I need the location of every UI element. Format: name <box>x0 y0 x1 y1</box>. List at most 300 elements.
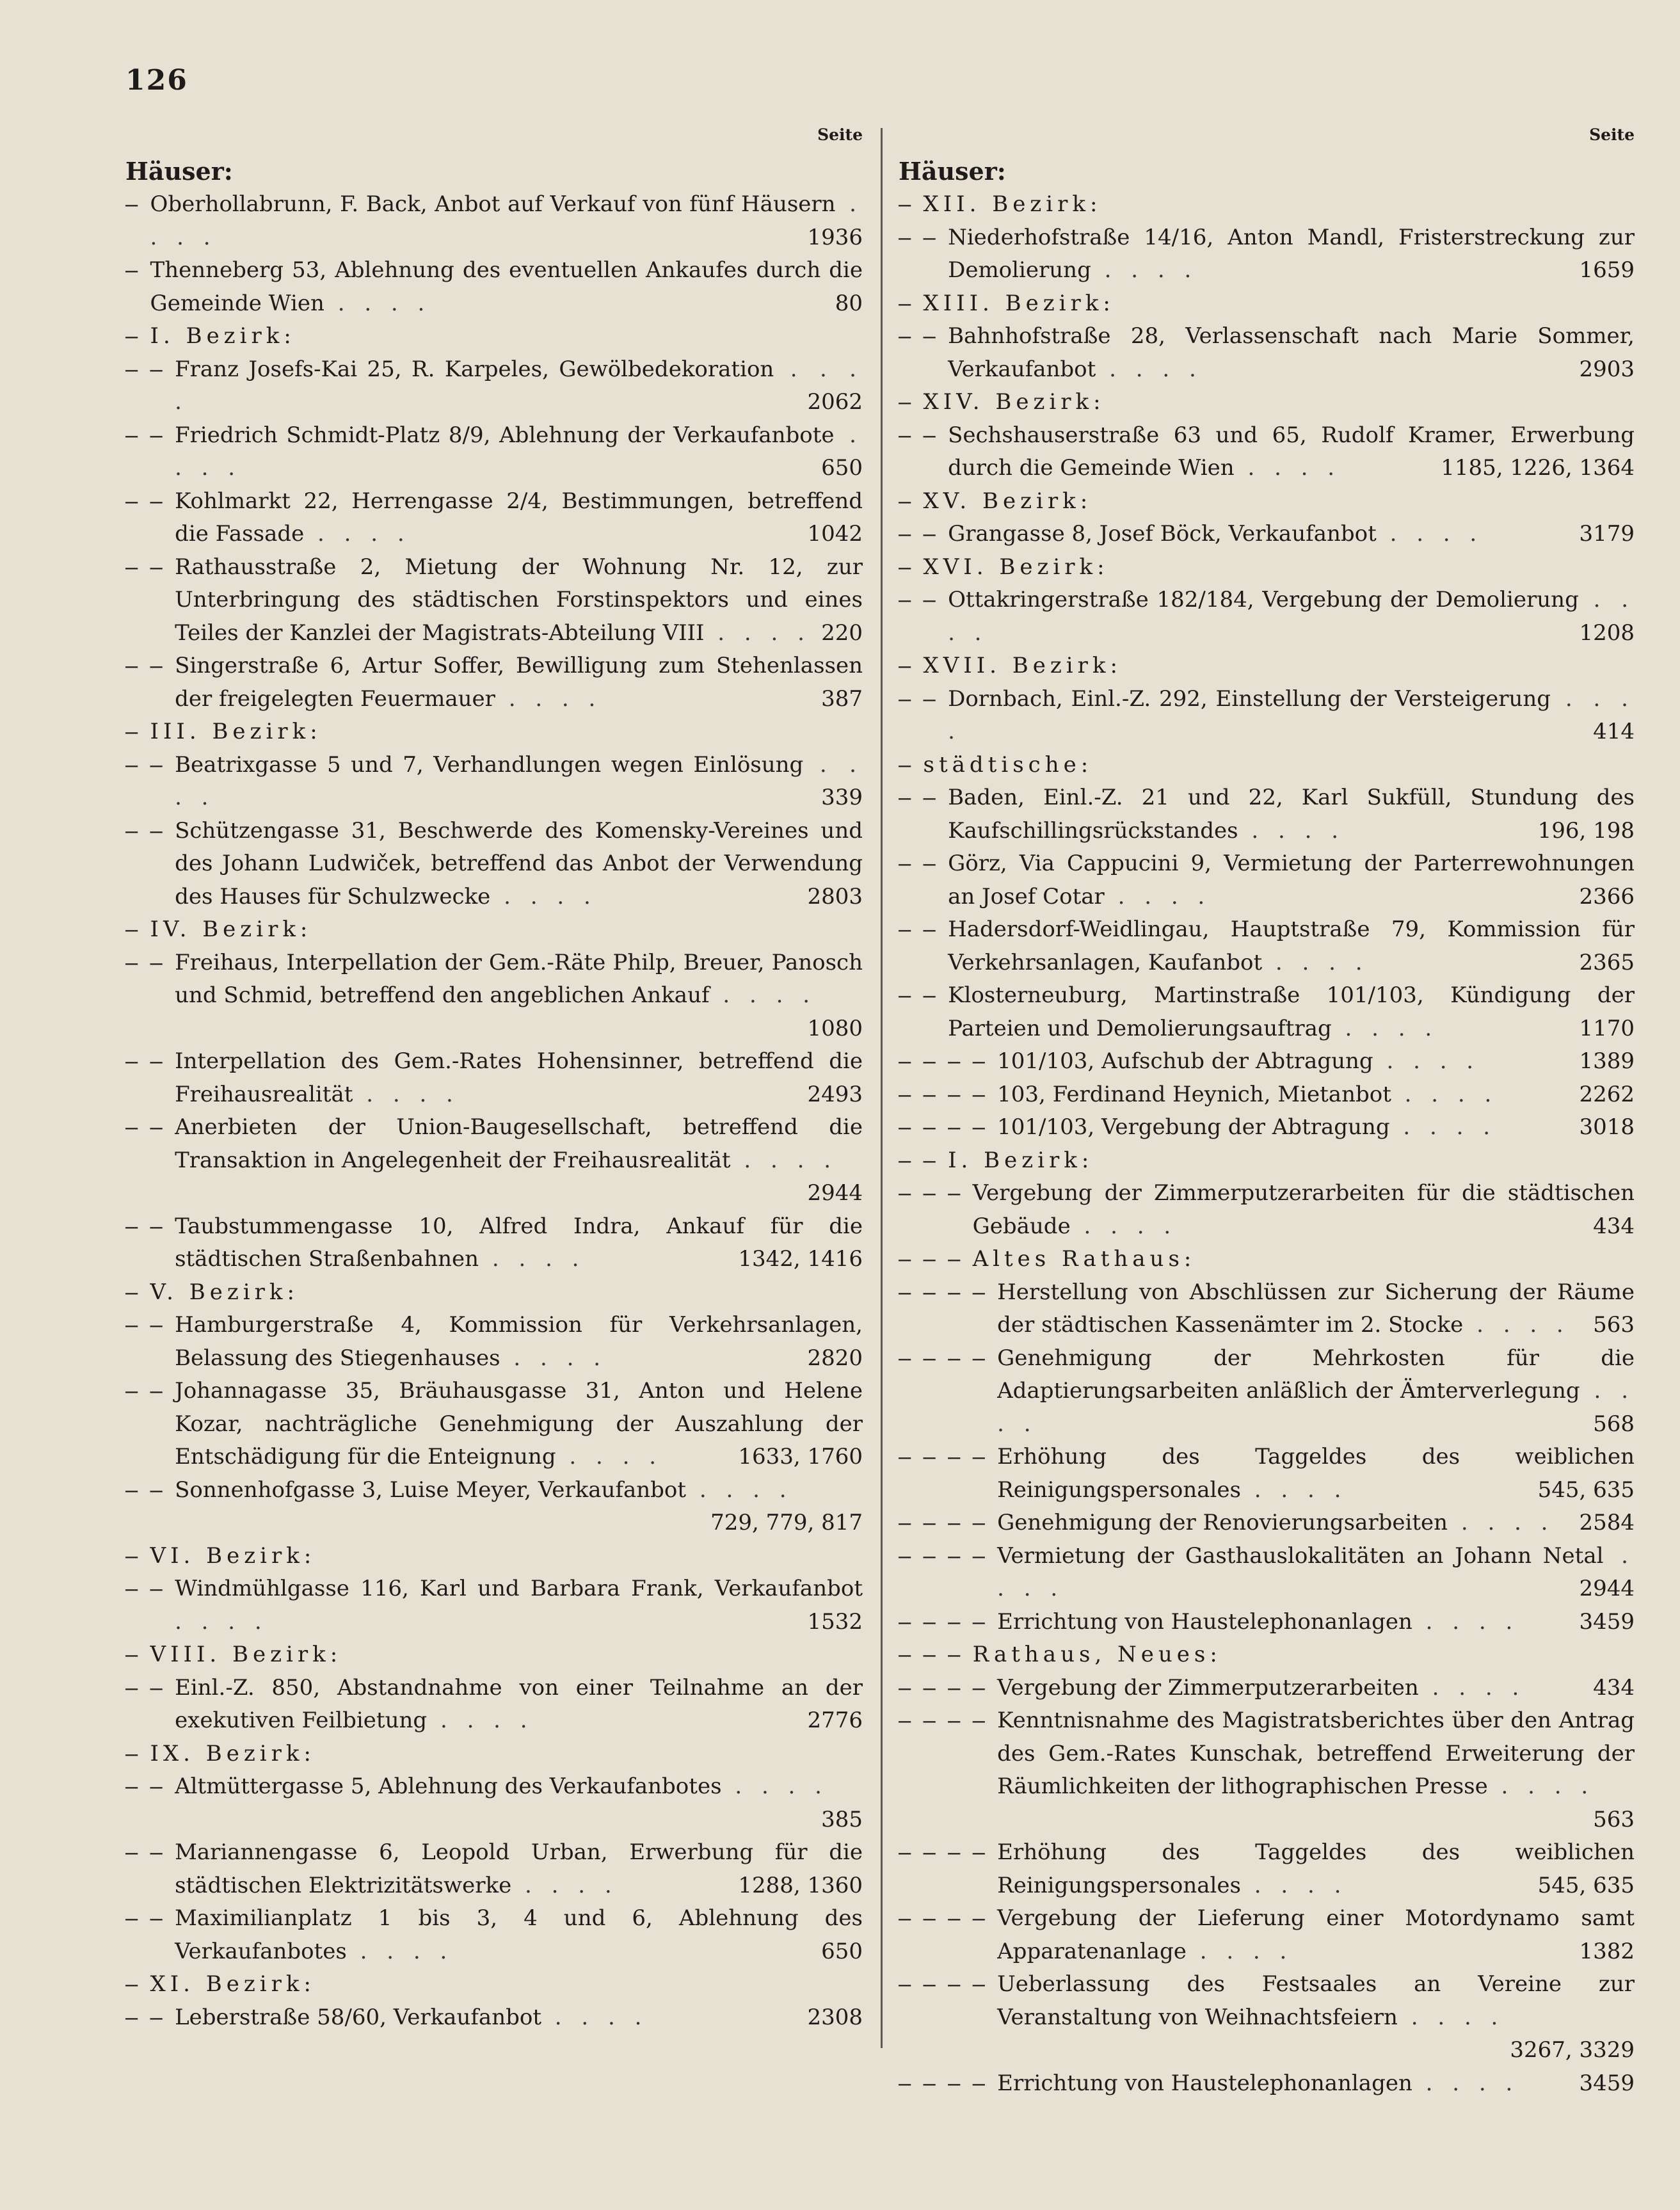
entry-text: XVII. Bezirk: <box>923 653 1122 678</box>
entry-body <box>997 1276 1635 1342</box>
entry-text: Taubstummengasse 10, Alfred Indra, Ankauf für die städtischen Straßenbahnen <box>175 1213 863 1272</box>
leader-dots: . . . . <box>495 685 602 712</box>
index-subheading <box>899 749 1635 782</box>
index-entry <box>125 1045 863 1111</box>
entry-dash: — — <box>125 2005 175 2030</box>
entry-body <box>948 683 1635 749</box>
index-subheading <box>125 1638 863 1672</box>
page-reference: 3459 <box>1579 1608 1635 1635</box>
entry-dash: — <box>899 752 924 777</box>
entry-dash: — <box>125 192 150 216</box>
entry-body <box>175 1573 863 1638</box>
entry-dash: — — <box>125 1840 175 1864</box>
entry-body <box>948 781 1635 847</box>
entry-body <box>997 1606 1635 1639</box>
entry-dash: — — <box>125 1213 175 1238</box>
leader-dots: . . . . <box>500 1345 607 1371</box>
leader-dots: . . . . <box>948 685 1635 744</box>
entry-text: Hadersdorf-Weidlingau, Hauptstraße 79, Kommission für Verkehrsanlagen, Kaufanbot <box>948 917 1635 975</box>
entry-body <box>997 1704 1635 1836</box>
entry-dash: — — <box>125 1477 175 1502</box>
page-reference: 220 <box>821 620 863 646</box>
entry-dash: — <box>125 1543 150 1568</box>
leader-dots: . . . . <box>1234 455 1341 481</box>
index-subheading <box>899 650 1635 683</box>
page-reference: 434 <box>1593 1213 1635 1239</box>
entry-text: I. Bezirk: <box>948 1147 1094 1173</box>
column-divider <box>881 128 883 2048</box>
entry-body <box>997 1078 1635 1112</box>
entry-body <box>948 518 1635 551</box>
entry-body <box>997 1045 1635 1078</box>
entry-dash: — — — — <box>899 1445 998 1469</box>
entry-text: Errichtung von Haustelephonanlagen <box>997 2070 1412 2096</box>
leader-dots: . . . . <box>1389 1114 1497 1140</box>
entry-text: Sechshauserstraße 63 und 65, Rudolf Kramer, Erwerbung durch die Gemeinde Wien <box>948 422 1635 481</box>
page-reference: 339 <box>821 785 863 810</box>
entry-dash: — — — — <box>899 1609 998 1634</box>
entry-body <box>924 551 1635 584</box>
leader-dots: . . . . <box>175 1608 268 1635</box>
index-entry <box>899 1836 1635 1902</box>
entry-text: Herstellung von Abschlüssen zur Sicherung der Räume der städtischen Kassenämter im 2. Stocke <box>997 1279 1635 1338</box>
page-reference: 1208 <box>1579 620 1635 646</box>
index-entry <box>899 584 1635 650</box>
leader-dots: . . . . <box>1487 1774 1595 1799</box>
page-reference: 563 <box>1593 1312 1635 1338</box>
left-entry-list <box>125 188 863 2034</box>
entry-dash: — <box>125 1279 150 1304</box>
index-subheading <box>125 1968 863 2001</box>
entry-dash: — <box>125 719 150 744</box>
page-reference: 2584 <box>1579 1510 1635 1535</box>
leader-dots: . . . . <box>997 1542 1635 1601</box>
entry-dash: — <box>899 192 924 216</box>
leader-dots: . . . . <box>1240 1477 1348 1503</box>
page-reference: 1659 <box>1579 257 1635 283</box>
entry-text: Grangasse 8, Josef Böck, Verkaufanbot <box>948 521 1377 547</box>
entry-body <box>175 749 863 815</box>
entry-dash: — — — — <box>899 1510 998 1535</box>
entry-dash: — — — — <box>899 1049 998 1073</box>
entry-body <box>948 913 1635 979</box>
entry-body <box>175 1902 863 1968</box>
index-entry <box>125 1210 863 1276</box>
entry-body <box>997 1111 1635 1144</box>
entry-text: Niederhofstraße 14/16, Anton Mandl, Fristerstreckung zur Demolierung <box>948 224 1635 283</box>
index-entry <box>899 1441 1635 1507</box>
entry-dash: — <box>125 324 150 348</box>
entry-dash: — <box>899 653 924 678</box>
left-column <box>125 122 863 2034</box>
index-entry <box>125 254 863 320</box>
entry-text: Kohlmarkt 22, Herrengasse 2/4, Bestimmungen, betreffend die Fassade <box>175 488 863 547</box>
entry-text: 103, Ferdinand Heynich, Mietanbot <box>997 1081 1391 1107</box>
entry-text: Rathaus, Neues: <box>972 1642 1222 1667</box>
entry-dash: — <box>899 554 924 579</box>
entry-body <box>997 1672 1635 1705</box>
entry-dash: — — <box>899 588 948 612</box>
index-entry <box>899 419 1635 485</box>
seite-label-right: Seite <box>1589 125 1635 144</box>
entry-dash: — — — <box>899 1642 973 1667</box>
page-reference: 545, 635 <box>1537 1872 1635 1898</box>
leader-dots: . . . . <box>175 356 863 415</box>
entry-dash: — — — — <box>899 1840 998 1864</box>
entry-body <box>150 1276 863 1309</box>
leader-dots: . . . . <box>1376 521 1484 547</box>
entry-body <box>175 2001 863 2035</box>
entry-body <box>175 1836 863 1902</box>
entry-text: Beatrixgasse 5 und 7, Verhandlungen wegen Einlösung <box>175 751 804 778</box>
entry-dash: — — <box>125 950 175 975</box>
right-column <box>899 122 1635 2100</box>
entry-dash: — — <box>125 1049 175 1073</box>
page-reference: 1382 <box>1579 1938 1635 1964</box>
entry-text: Anerbieten der Union-Baugesellschaft, betreffend die Transaktion in Angelegenheit der Freihausrealität <box>175 1114 863 1173</box>
index-entry <box>125 485 863 551</box>
entry-dash: — — <box>125 356 175 381</box>
entry-dash: — — <box>125 752 175 777</box>
entry-body <box>948 221 1635 287</box>
index-entry <box>899 1078 1635 1112</box>
entry-dash: — — — — <box>899 1906 998 1930</box>
index-entry <box>899 1540 1635 1606</box>
entry-body <box>948 1144 1635 1178</box>
entry-dash: — <box>125 258 150 282</box>
entry-text: XV. Bezirk: <box>923 488 1092 514</box>
page-reference: 545, 635 <box>1537 1477 1635 1503</box>
entry-text: Johannagasse 35, Bräuhausgasse 31, Anton und Helene Kozar, nachträgliche Genehmigung der Auszahlung der Entschädigung für die Enteignung <box>175 1378 863 1469</box>
entry-body <box>997 1902 1635 1968</box>
entry-dash: — — — — <box>899 1082 998 1107</box>
entry-body <box>175 485 863 551</box>
entry-text: Genehmigung der Renovierungsarbeiten <box>997 1510 1448 1535</box>
page-reference: 385 <box>821 1806 863 1832</box>
page-reference: 650 <box>821 1938 863 1964</box>
index-entry <box>125 1573 863 1638</box>
index-entry <box>899 979 1635 1045</box>
entry-body <box>175 1210 863 1276</box>
leader-dots: . . . . <box>721 1774 828 1799</box>
entry-dash: — — <box>125 488 175 513</box>
entry-body <box>175 353 863 419</box>
page-reference: 80 <box>835 290 863 316</box>
leader-dots: . . . . <box>686 1477 793 1503</box>
entry-body <box>175 1309 863 1375</box>
section-heading-left: Häuser: <box>125 157 233 186</box>
entry-text: Errichtung von Haustelephonanlagen <box>997 1608 1412 1635</box>
leader-dots: . . . . <box>1412 1608 1519 1635</box>
entry-body <box>150 913 863 947</box>
entry-text: Kenntnisnahme des Magistratsberichtes über den Antrag des Gem.-Rates Kunschak, betreffend Erweiterung der Räumlichkeiten der lithographischen Presse <box>997 1708 1635 1799</box>
entry-dash: — <box>899 291 924 316</box>
entry-dash: — — <box>899 225 948 250</box>
entry-dash: — — <box>125 653 175 678</box>
entry-text: Bahnhofstraße 28, Verlassenschaft nach Marie Sommer, Verkaufanbot <box>948 323 1635 382</box>
entry-text: Görz, Via Cappucini 9, Vermietung der Parterrewohnungen an Josef Cotar <box>948 851 1635 909</box>
page-reference: 3179 <box>1579 521 1635 547</box>
page-reference: 434 <box>1593 1674 1635 1701</box>
entry-text: Ueberlassung des Festsaales an Vereine zur Veranstaltung von Weihnachtsfeiern <box>997 1971 1635 2030</box>
index-subheading <box>899 386 1635 419</box>
entry-dash: — — <box>899 522 948 546</box>
entry-text: Oberhollabrunn, F. Back, Anbot auf Verkauf von fünf Häusern <box>150 191 836 217</box>
entry-text: Vergebung der Zimmerputzerarbeiten für die städtischen Gebäude <box>972 1180 1635 1239</box>
entry-body <box>948 419 1635 485</box>
index-entry <box>125 1111 863 1210</box>
entry-dash: — <box>899 488 924 513</box>
entry-dash: — — <box>125 1906 175 1930</box>
leader-dots: . . . . <box>175 751 863 810</box>
entry-body <box>997 2067 1635 2101</box>
entry-text: Klosterneuburg, Martinstraße 101/103, Kündigung der Parteien und Demolierungsauftrag <box>948 982 1635 1041</box>
entry-dash: — <box>125 1972 150 1996</box>
entry-body <box>175 419 863 485</box>
leader-dots: . . . . <box>1448 1510 1555 1535</box>
leader-dots: . . . . <box>1373 1048 1480 1074</box>
entry-dash: — — — — <box>899 1115 998 1139</box>
entry-body <box>150 1968 863 2001</box>
entry-dash: — — <box>899 686 948 711</box>
index-entry <box>899 1507 1635 1540</box>
entry-text: Dornbach, Einl.-Z. 292, Einstellung der Versteigerung <box>948 685 1551 712</box>
entry-text: Altes Rathaus: <box>972 1246 1196 1272</box>
page-reference: 3267, 3329 <box>1510 2037 1635 2063</box>
index-subheading <box>125 1276 863 1309</box>
page-reference: 414 <box>1593 719 1635 744</box>
entry-body <box>175 1111 863 1210</box>
entry-body <box>948 320 1635 386</box>
entry-dash: — — <box>125 1774 175 1798</box>
index-entry <box>125 1836 863 1902</box>
entry-dash: — — — — <box>899 1675 998 1700</box>
entry-text: XI. Bezirk: <box>150 1971 316 1997</box>
page-reference: 196, 198 <box>1537 817 1635 844</box>
entry-text: Vergebung der Lieferung einer Motordynamo samt Apparatenanlage <box>997 1905 1635 1964</box>
page-number: 126 <box>125 64 188 97</box>
page-reference: 1532 <box>807 1608 863 1635</box>
page-reference: 2944 <box>807 1180 863 1206</box>
entry-body <box>150 1540 863 1573</box>
index-entry <box>125 551 863 650</box>
entry-text: Mariannengasse 6, Leopold Urban, Erwerbung für die städtischen Elektrizitätswerke <box>175 1839 863 1898</box>
page-reference: 568 <box>1593 1411 1635 1437</box>
entry-text: Einl.-Z. 850, Abstandnahme von einer Teilnahme an der exekutiven Feilbietung <box>175 1674 863 1733</box>
entry-dash: — — <box>899 983 948 1007</box>
page-reference: 1170 <box>1579 1015 1635 1041</box>
entry-dash: — — — — <box>899 1543 998 1568</box>
page-reference: 1042 <box>807 521 863 547</box>
leader-dots: . . . . <box>1262 949 1369 975</box>
index-entry <box>899 221 1635 287</box>
page-reference: 1080 <box>807 1015 863 1041</box>
leader-dots: . . . . <box>1186 1938 1293 1964</box>
leader-dots: . . . . <box>304 521 411 547</box>
entry-body <box>997 1968 1635 2067</box>
page-reference: 2776 <box>807 1708 863 1733</box>
leader-dots: . . . . <box>730 1147 838 1173</box>
entry-text: Altmüttergasse 5, Ablehnung des Verkaufanbotes <box>175 1774 722 1799</box>
entry-body <box>948 847 1635 913</box>
entry-text: Hamburgerstraße 4, Kommission für Verkehrsanlagen, Belassung des Stiegenhauses <box>175 1312 863 1371</box>
entry-body <box>175 551 863 650</box>
leader-dots: . . . . <box>353 1081 460 1107</box>
entry-text: VI. Bezirk: <box>150 1542 316 1569</box>
page-reference: 2308 <box>807 2004 863 2030</box>
page-reference: 729, 779, 817 <box>710 1510 863 1535</box>
index-entry <box>125 1375 863 1474</box>
entry-text: Freihaus, Interpellation der Gem.-Räte Philp, Breuer, Panosch und Schmid, betreffend den angeblichen Ankauf <box>175 949 863 1008</box>
leader-dots: . . . . <box>1397 2004 1505 2030</box>
entry-body <box>150 188 863 254</box>
entry-dash: — — — — <box>899 2070 998 2095</box>
index-subheading <box>125 320 863 353</box>
entry-dash: — — <box>125 818 175 843</box>
index-entry <box>125 1672 863 1738</box>
entry-body <box>997 1342 1635 1441</box>
entry-dash: — — <box>125 1313 175 1337</box>
entry-text: Erhöhung des Taggeldes des weiblichen Reinigungspersonales <box>997 1444 1635 1503</box>
right-entry-list <box>899 188 1635 2100</box>
entry-body <box>924 650 1635 683</box>
index-entry <box>125 749 863 815</box>
index-entry <box>899 1902 1635 1968</box>
index-entry <box>899 847 1635 913</box>
entry-body <box>150 716 863 749</box>
entry-body <box>175 650 863 716</box>
index-entry <box>125 2001 863 2035</box>
entry-dash: — — <box>125 1675 175 1700</box>
page-reference: 650 <box>821 455 863 481</box>
index-entry <box>125 650 863 716</box>
entry-body <box>150 1638 863 1672</box>
entry-text: Windmühlgasse 116, Karl und Barbara Frank, Verkaufanbot <box>175 1576 863 1601</box>
entry-text: IV. Bezirk: <box>150 917 312 942</box>
index-entry <box>125 419 863 485</box>
leader-dots: . . . . <box>175 422 863 481</box>
index-entry <box>899 1045 1635 1078</box>
index-subheading <box>125 716 863 749</box>
index-subheading <box>899 485 1635 518</box>
page-reference: 1936 <box>807 224 863 250</box>
index-entry <box>899 913 1635 979</box>
page-reference: 2062 <box>807 389 863 415</box>
entry-text: Schützengasse 31, Beschwerde des Komensky-Vereines und des Johann Ludwiček, betreffend das Anbot der Verwendung des Hauses für Schulzwecke <box>175 817 863 909</box>
entry-text: Singerstraße 6, Artur Soffer, Bewilligung zum Stehenlassen der freigelegten Feuermauer <box>175 653 863 712</box>
leader-dots: . . . . <box>709 982 817 1008</box>
entry-dash: — — — <box>899 1247 973 1271</box>
index-subheading <box>899 188 1635 221</box>
entry-body <box>175 947 863 1046</box>
page-reference: 1185, 1226, 1364 <box>1441 455 1635 481</box>
entry-body <box>175 1770 863 1836</box>
index-entry <box>125 353 863 419</box>
leader-dots: . . . . <box>556 1444 663 1469</box>
leader-dots: . . . . <box>1096 356 1203 382</box>
entry-text: Genehmigung der Mehrkosten für die Adaptierungsarbeiten anläßlich der Ämterverlegung <box>997 1345 1635 1404</box>
leader-dots: . . . . <box>1091 257 1198 283</box>
index-entry <box>899 683 1635 749</box>
leader-dots: . . . . <box>490 883 597 909</box>
leader-dots: . . . . <box>1463 1312 1570 1338</box>
leader-dots: . . . . <box>346 1938 454 1964</box>
entry-dash: — — <box>125 1379 175 1403</box>
page-reference: 1288, 1360 <box>738 1872 863 1898</box>
entry-body <box>948 584 1635 650</box>
entry-dash: — — <box>125 554 175 579</box>
entry-body <box>175 1375 863 1474</box>
section-heading-right: Häuser: <box>899 157 1006 186</box>
index-subheading <box>899 287 1635 321</box>
entry-text: Erhöhung des Taggeldes des weiblichen Reinigungspersonales <box>997 1839 1635 1898</box>
entry-body <box>924 287 1635 321</box>
entry-dash: — — — — <box>899 1279 998 1304</box>
entry-dash: — — <box>125 422 175 447</box>
entry-text: städtische: <box>923 751 1093 778</box>
entry-dash: — — <box>899 1148 948 1173</box>
index-entry <box>899 1111 1635 1144</box>
entry-body <box>924 386 1635 419</box>
entry-text: Baden, Einl.-Z. 21 und 22, Karl Sukfüll, Stundung des Kaufschillingsrückstandes <box>948 785 1635 844</box>
entry-text: Sonnenhofgasse 3, Luise Meyer, Verkaufanbot <box>175 1477 687 1503</box>
index-entry <box>125 1309 863 1375</box>
index-entry <box>899 1606 1635 1639</box>
entry-body <box>997 1507 1635 1540</box>
leader-dots: . . . . <box>1418 1674 1526 1701</box>
index-entry <box>899 1342 1635 1441</box>
page-reference: 2944 <box>1579 1576 1635 1601</box>
entry-body <box>175 815 863 914</box>
entry-text: XVI. Bezirk: <box>923 554 1109 580</box>
leader-dots: . . . . <box>511 1872 618 1898</box>
leader-dots: . . . . <box>997 1378 1635 1437</box>
entry-body <box>973 1638 1635 1672</box>
index-entry <box>125 947 863 1046</box>
entry-text: XIII. Bezirk: <box>923 290 1115 316</box>
index-subheading <box>899 1243 1635 1276</box>
entry-text: Maximilianplatz 1 bis 3, 4 und 6, Ablehnung des Verkaufanbotes <box>175 1905 863 1964</box>
index-subheading <box>899 1144 1635 1178</box>
entry-dash: — <box>899 390 924 414</box>
leader-dots: . . . . <box>1070 1213 1178 1239</box>
entry-dash: — <box>125 1642 150 1667</box>
index-entry <box>125 815 863 914</box>
entry-body <box>973 1177 1635 1243</box>
page-reference: 2493 <box>807 1081 863 1107</box>
entry-text: IX. Bezirk: <box>150 1740 316 1766</box>
page-reference: 2262 <box>1579 1081 1635 1107</box>
index-entry <box>125 1474 863 1540</box>
entry-text: 101/103, Aufschub der Abtragung <box>997 1048 1373 1074</box>
leader-dots: . . . . <box>1331 1015 1439 1041</box>
entry-dash: — — — — <box>899 1345 998 1370</box>
entry-dash: — — — <box>899 1181 973 1205</box>
page-reference: 387 <box>821 685 863 712</box>
entry-text: Thenneberg 53, Ablehnung des eventuellen Ankaufes durch die Gemeinde Wien <box>150 257 863 316</box>
leader-dots: . . . . <box>948 587 1635 646</box>
leader-dots: . . . . <box>1412 2070 1519 2096</box>
page-reference: 3018 <box>1579 1114 1635 1140</box>
leader-dots: . . . . <box>704 620 811 646</box>
index-entry <box>899 518 1635 551</box>
index-entry <box>899 320 1635 386</box>
entry-dash: — <box>125 917 150 941</box>
page-reference: 1633, 1760 <box>738 1444 863 1469</box>
page-reference: 2365 <box>1579 949 1635 975</box>
entry-body <box>150 1738 863 1771</box>
entry-body <box>948 979 1635 1045</box>
